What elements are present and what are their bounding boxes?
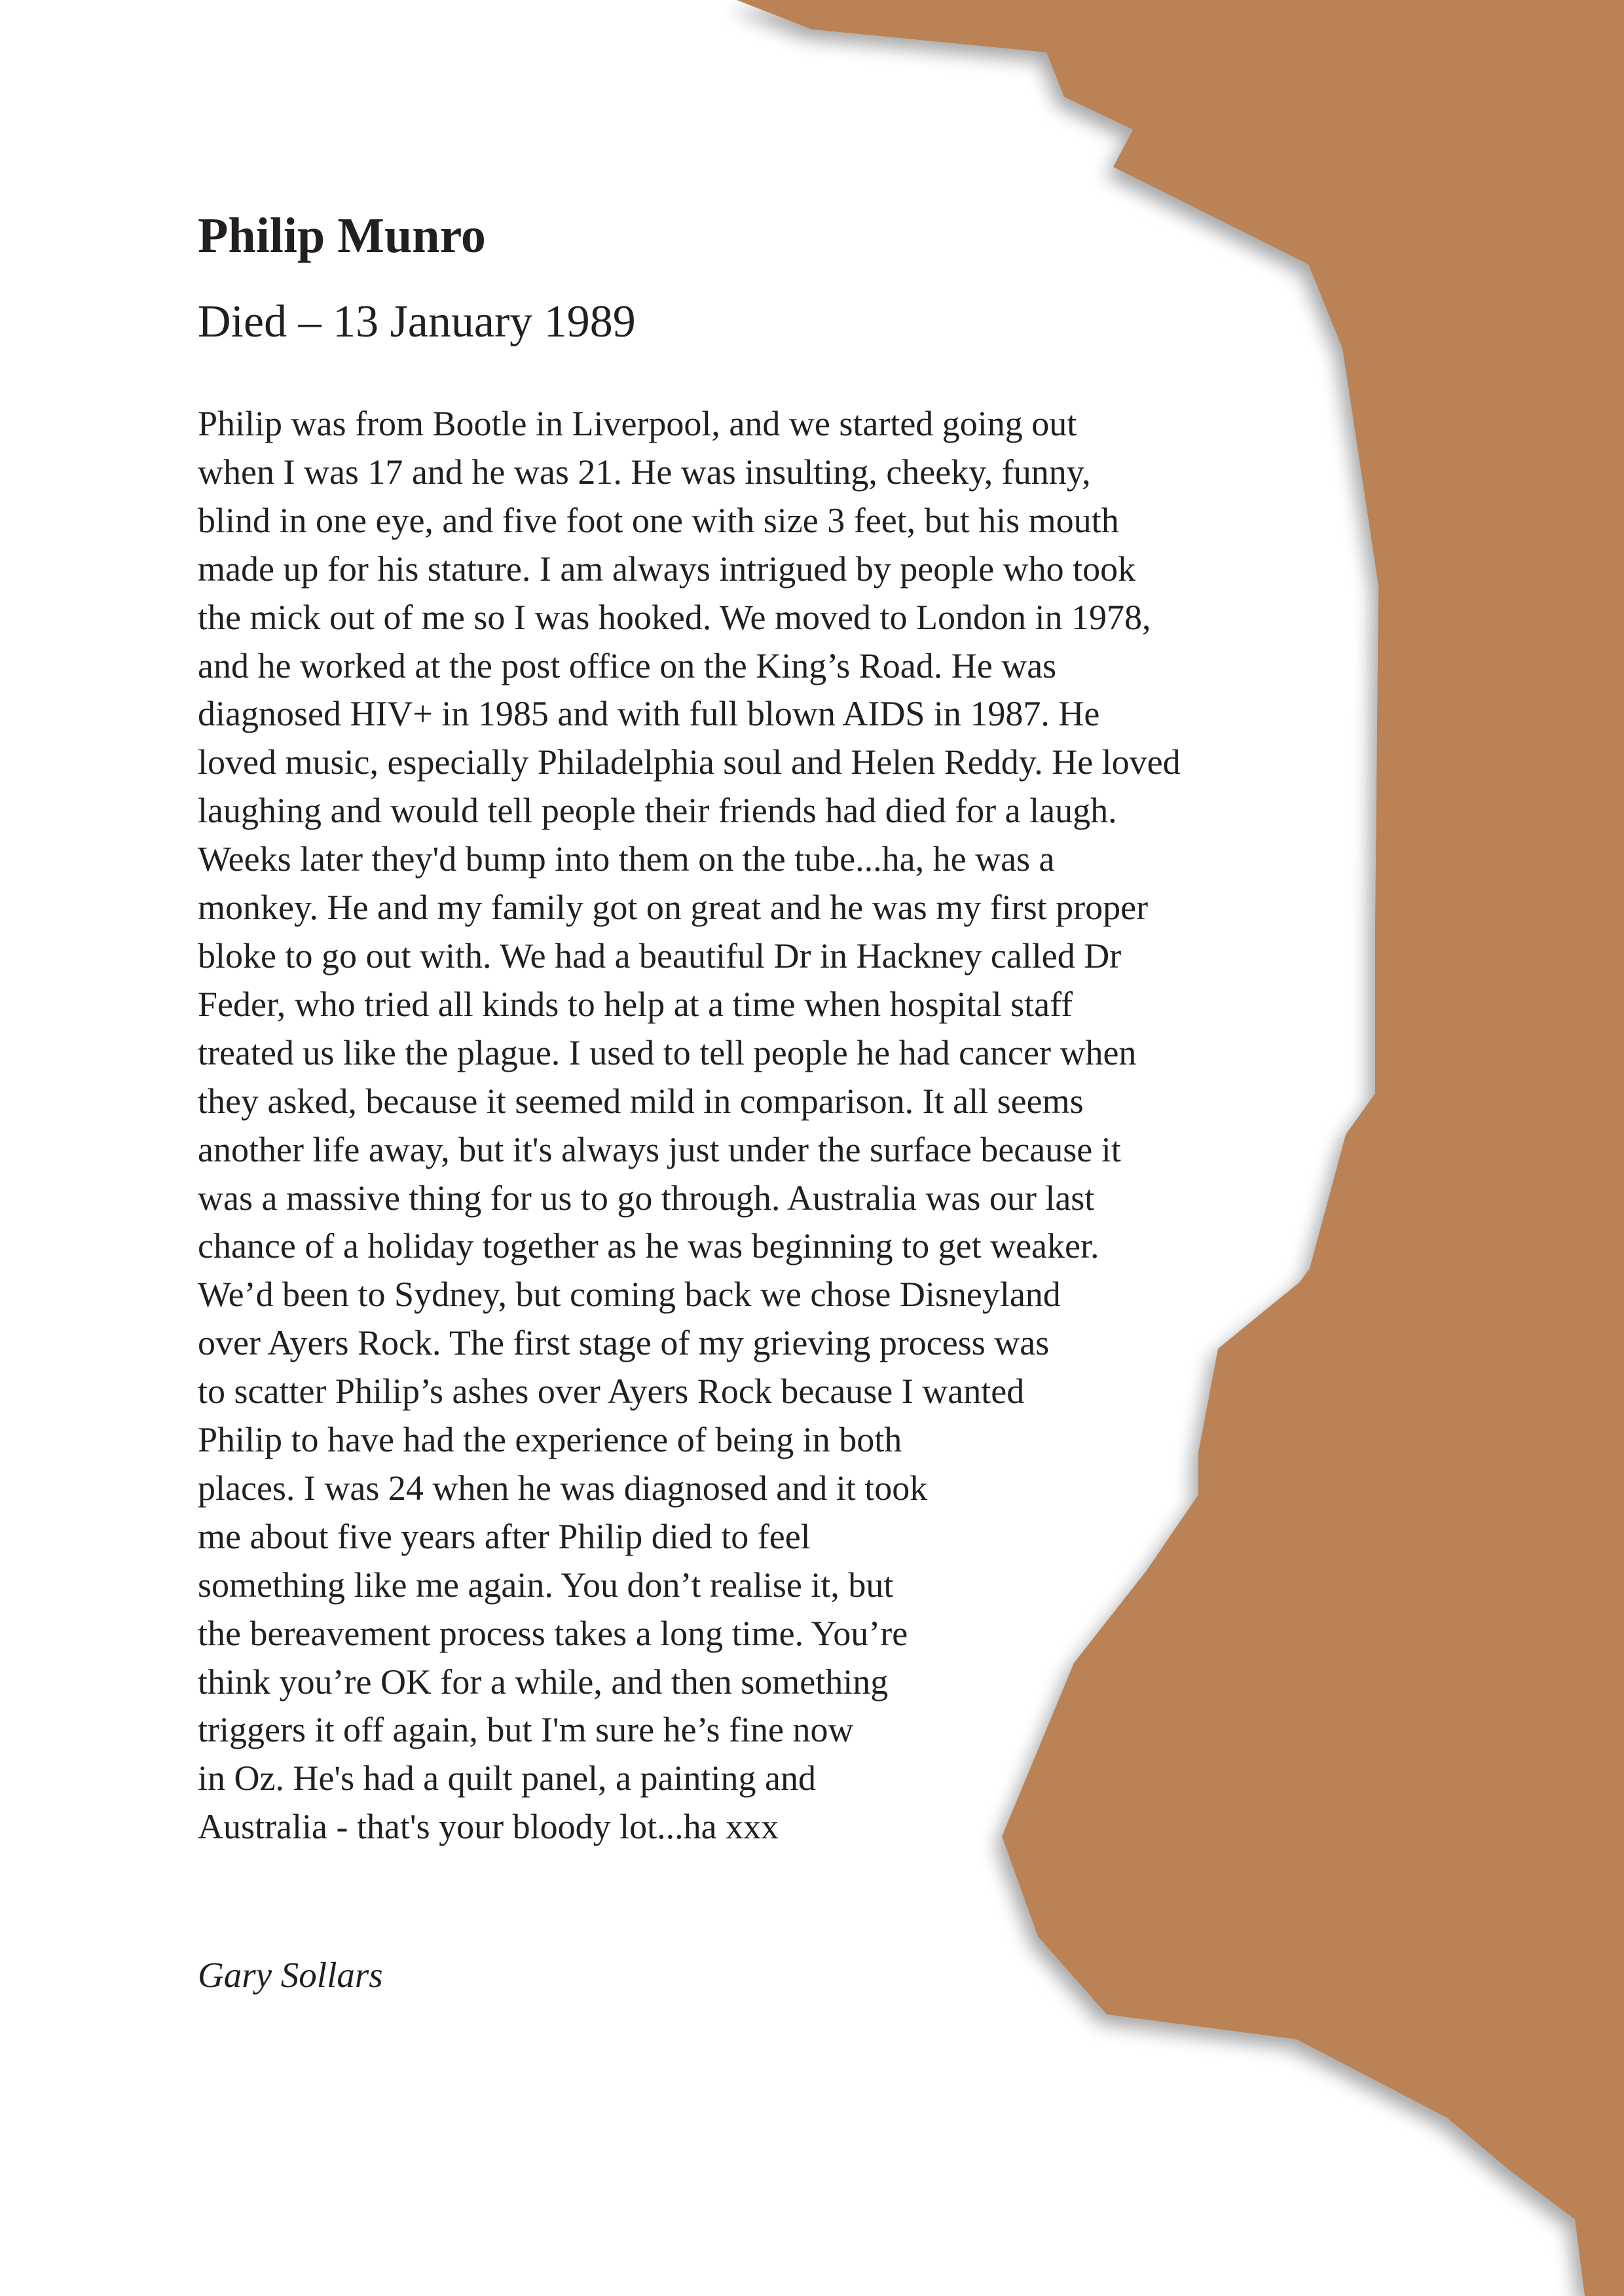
story-line: me about five years after Philip died to feel	[198, 1516, 811, 1556]
story-line: treated us like the plague. I used to tell people he had cancer when	[198, 1032, 1137, 1072]
story-line: loved music, especially Philadelphia soul and Helen Reddy. He loved	[198, 742, 1181, 782]
author-signature: Gary Sollars	[198, 1955, 383, 1995]
person-name: Philip Munro	[198, 208, 486, 263]
story-line: diagnosed HIV+ in 1985 and with full blown AIDS in 1987. He	[198, 694, 1100, 734]
story-line: Weeks later they'd bump into them on the tube...ha, he was a	[198, 839, 1055, 879]
story-line: the bereavement process takes a long time. You’re	[198, 1613, 908, 1653]
story-line: Philip to have had the experience of being in both	[198, 1420, 902, 1460]
story-line: something like me again. You don’t realise it, but	[198, 1565, 894, 1605]
story-line: was a massive thing for us to go through. Australia was our last	[198, 1178, 1095, 1218]
story-line: in Oz. He's had a quilt panel, a painting and	[198, 1758, 816, 1798]
story-line: We’d been to Sydney, but coming back we chose Disneyland	[198, 1275, 1061, 1315]
story-line: laughing and would tell people their friends had died for a laugh.	[198, 791, 1117, 831]
story-line: Australia - that's your bloody lot...ha xxx	[198, 1807, 779, 1847]
story-line: the mick out of me so I was hooked. We moved to London in 1978,	[198, 597, 1151, 637]
story-line: bloke to go out with. We had a beautiful Dr in Hackney called Dr	[198, 936, 1122, 975]
story-line: Feder, who tried all kinds to help at a time when hospital staff	[198, 984, 1073, 1024]
story-line: over Ayers Rock. The first stage of my grieving process was	[198, 1323, 1050, 1363]
story-line: when I was 17 and he was 21. He was insulting, cheeky, funny,	[198, 452, 1091, 492]
death-date: Died – 13 January 1989	[198, 297, 636, 347]
story-line: made up for his stature. I am always intrigued by people who took	[198, 549, 1136, 589]
story-line: to scatter Philip’s ashes over Ayers Rock because I wanted	[198, 1372, 1025, 1412]
story-line: triggers it off again, but I'm sure he’s fine now	[198, 1710, 854, 1750]
story-line: another life away, but it's always just under the surface because it	[198, 1129, 1121, 1169]
story-line: blind in one eye, and five foot one with size 3 feet, but his mouth	[198, 500, 1119, 540]
story-line: think you’re OK for a while, and then something	[198, 1662, 889, 1702]
story-body	[198, 400, 1311, 1851]
memorial-text	[198, 203, 1311, 1851]
story-line: they asked, because it seemed mild in comparison. It all seems	[198, 1081, 1084, 1121]
story-line: monkey. He and my family got on great and he was my first proper	[198, 888, 1149, 928]
story-line: and he worked at the post office on the King’s Road. He was	[198, 646, 1057, 685]
story-line: Philip was from Bootle in Liverpool, and we started going out	[198, 404, 1077, 443]
story-line: chance of a holiday together as he was beginning to get weaker.	[198, 1226, 1099, 1266]
story-line: places. I was 24 when he was diagnosed and it took	[198, 1468, 928, 1508]
